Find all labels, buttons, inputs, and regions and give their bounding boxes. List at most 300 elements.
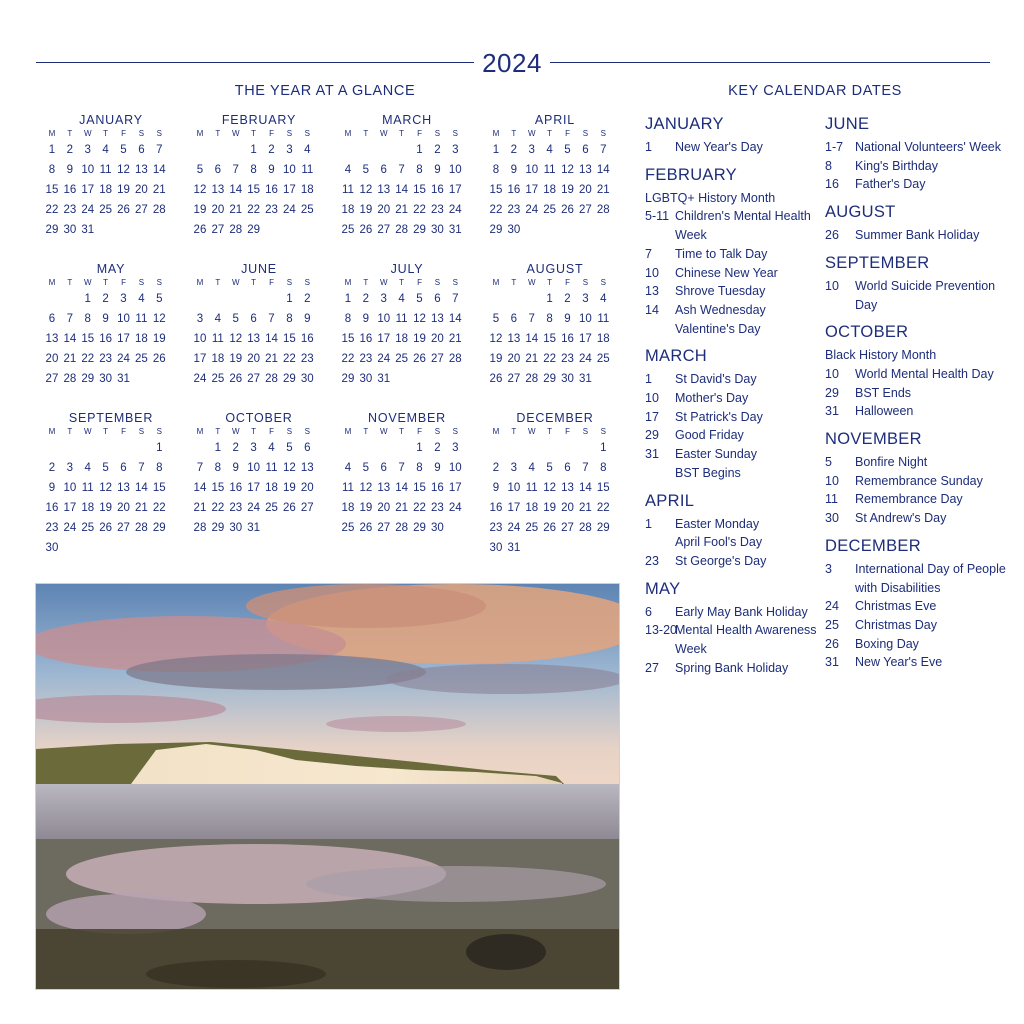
day-cell: 27 <box>377 224 391 236</box>
day-cell: 3 <box>582 293 589 305</box>
day-cell: 29 <box>489 224 503 236</box>
day-cell: 2 <box>48 462 56 474</box>
key-date-day: 1-7 <box>825 140 844 154</box>
blank-day-cell <box>523 438 541 458</box>
blank-day-cell <box>263 289 281 309</box>
day-cell: 2 <box>66 144 74 156</box>
day-cell: 5 <box>286 442 293 454</box>
day-cell: 12 <box>359 482 373 494</box>
day-cell: 14 <box>265 333 278 345</box>
blank-day-cell <box>97 438 115 458</box>
mini-calendar-may <box>40 261 174 389</box>
day-cell: 15 <box>413 184 426 196</box>
day-cell: 18 <box>81 502 95 514</box>
header-rule-left <box>36 62 474 63</box>
day-cell: 5 <box>362 164 370 176</box>
key-date-day: 1 <box>645 140 652 154</box>
mini-calendar-september <box>40 410 174 558</box>
day-cell: 6 <box>214 164 222 176</box>
day-cell: 27 <box>135 204 148 216</box>
day-cell: 19 <box>359 502 373 514</box>
day-cell: 29 <box>211 522 225 534</box>
day-cell: 2 <box>304 293 311 305</box>
key-date-event: Summer Bank Holiday <box>855 228 980 243</box>
day-cell: 31 <box>117 373 130 385</box>
day-cell: 6 <box>564 462 571 474</box>
key-date-day: 27 <box>645 660 659 675</box>
day-cell: 7 <box>138 462 145 474</box>
day-cell: 20 <box>247 353 261 365</box>
key-date-event: St Andrew's Day <box>855 511 947 526</box>
day-cell: 15 <box>341 333 355 345</box>
weekday-heading: T <box>67 427 73 436</box>
weekday-heading: W <box>379 129 388 138</box>
weekday-heading: F <box>417 278 422 287</box>
key-date-day: 29 <box>825 385 839 400</box>
day-cell: 16 <box>265 184 278 196</box>
day-cell: 22 <box>543 353 557 365</box>
day-cell: 19 <box>413 333 426 345</box>
key-date-row <box>825 402 1015 421</box>
day-cell: 25 <box>211 373 225 385</box>
key-date-day: 7 <box>645 246 652 261</box>
day-cell: 29 <box>81 373 95 385</box>
day-cell: 23 <box>507 204 521 216</box>
key-date-day: 26 <box>825 228 839 243</box>
day-cell: 27 <box>579 204 592 216</box>
day-cell: 23 <box>431 204 444 216</box>
day-cell: 28 <box>135 522 148 534</box>
blank-day-cell <box>339 140 357 160</box>
day-cell: 24 <box>117 353 130 365</box>
day-cell: 28 <box>63 373 77 385</box>
day-cell: 25 <box>300 204 314 216</box>
day-cell: 3 <box>196 313 204 325</box>
day-cell: 17 <box>579 333 592 345</box>
day-cell: 11 <box>341 482 354 494</box>
day-cell: 10 <box>507 482 521 494</box>
day-cell: 25 <box>341 224 355 236</box>
day-cell: 26 <box>359 224 373 236</box>
day-cell: 28 <box>395 224 409 236</box>
day-cell: 24 <box>283 204 296 216</box>
day-cell: 10 <box>81 164 95 176</box>
weekday-heading: S <box>138 278 145 287</box>
day-cell: 9 <box>492 482 500 494</box>
day-cell: 15 <box>489 184 503 196</box>
day-cell: 25 <box>265 502 278 514</box>
weekday-heading: W <box>527 129 536 138</box>
day-cell: 19 <box>229 353 243 365</box>
day-cell: 30 <box>99 373 113 385</box>
day-cell: 22 <box>413 502 426 514</box>
weekday-heading: S <box>286 278 293 287</box>
mini-calendar-december <box>484 410 618 558</box>
day-cell: 26 <box>283 502 296 514</box>
day-cell: 25 <box>81 522 95 534</box>
day-cell: 20 <box>431 333 444 345</box>
day-cell: 16 <box>63 184 77 196</box>
day-cell: 22 <box>152 502 166 514</box>
key-date-row <box>645 464 823 483</box>
day-cell: 2 <box>564 293 571 305</box>
key-date-day: 3 <box>825 561 832 576</box>
day-cell: 11 <box>525 482 538 494</box>
key-date-row <box>645 245 823 264</box>
key-date-event: Ash Wednesday <box>675 302 766 317</box>
day-cell: 1 <box>600 442 607 454</box>
day-cell: 21 <box>63 353 77 365</box>
day-cell: 31 <box>247 522 261 534</box>
day-cell: 24 <box>507 522 521 534</box>
weekday-heading: S <box>452 129 458 138</box>
day-cell: 1 <box>344 293 352 305</box>
blank-day-cell <box>559 438 577 458</box>
weekday-heading: S <box>434 129 441 138</box>
day-cell: 30 <box>507 224 521 236</box>
day-cell: 7 <box>398 164 405 176</box>
day-cell: 22 <box>283 353 296 365</box>
key-date-event: Mother's Day <box>675 391 749 406</box>
day-cell: 5 <box>546 462 553 474</box>
mini-calendar-july <box>336 261 470 389</box>
month-days-grid <box>339 277 470 389</box>
day-cell: 19 <box>117 184 130 196</box>
day-cell: 28 <box>596 204 610 216</box>
day-cell: 15 <box>211 482 225 494</box>
day-cell: 9 <box>102 313 109 325</box>
day-cell: 9 <box>232 462 239 474</box>
mini-calendar-august <box>484 261 618 389</box>
weekday-heading: F <box>565 278 570 287</box>
weekday-heading: M <box>492 129 500 138</box>
key-date-event: International Day of People with Disabilities <box>855 561 1006 595</box>
weekday-heading: W <box>379 427 388 436</box>
blank-day-cell <box>227 289 245 309</box>
day-cell: 19 <box>152 333 166 345</box>
key-date-day: 13 <box>645 284 659 299</box>
blank-day-cell <box>245 289 263 309</box>
day-cell: 10 <box>283 164 296 176</box>
day-cell: 14 <box>135 482 148 494</box>
day-cell: 29 <box>596 522 610 534</box>
day-cell: 24 <box>579 353 592 365</box>
day-cell: 24 <box>81 204 95 216</box>
day-cell: 30 <box>431 522 444 534</box>
month-days-grid <box>191 277 322 389</box>
day-cell: 28 <box>448 353 462 365</box>
day-cell: 22 <box>489 204 503 216</box>
day-cell: 1 <box>492 144 500 156</box>
calendar-header <box>36 46 990 80</box>
day-cell: 22 <box>341 353 355 365</box>
month-days-grid <box>43 277 174 389</box>
weekday-heading: M <box>344 278 352 287</box>
day-cell: 8 <box>156 462 163 474</box>
day-cell: 16 <box>507 184 521 196</box>
day-cell: 15 <box>45 184 59 196</box>
day-cell: 7 <box>232 164 239 176</box>
day-cell: 28 <box>525 373 539 385</box>
day-cell: 25 <box>99 204 113 216</box>
month-name: AUGUST <box>526 262 584 276</box>
weekday-heading: S <box>434 427 441 436</box>
day-cell: 24 <box>448 502 462 514</box>
weekday-heading: F <box>417 129 422 138</box>
key-date-event: Remembrance Day <box>855 492 963 507</box>
day-cell: 14 <box>525 333 539 345</box>
day-cell: 17 <box>448 482 462 494</box>
day-cell: 30 <box>561 373 574 385</box>
blank-day-cell <box>61 438 79 458</box>
day-cell: 14 <box>448 313 462 325</box>
day-cell: 29 <box>283 373 296 385</box>
day-cell: 15 <box>81 333 95 345</box>
day-cell: 30 <box>489 542 503 554</box>
header-rule-right <box>550 62 990 63</box>
weekday-heading: M <box>492 278 500 287</box>
day-cell: 6 <box>48 313 56 325</box>
weekday-heading: T <box>511 129 517 138</box>
day-cell: 12 <box>193 184 207 196</box>
day-cell: 27 <box>507 373 521 385</box>
month-name: OCTOBER <box>225 411 293 425</box>
key-date-event: Remembrance Sunday <box>855 473 983 488</box>
day-cell: 29 <box>152 522 166 534</box>
weekday-heading: T <box>67 278 73 287</box>
weekday-heading: T <box>511 427 517 436</box>
day-cell: 8 <box>214 462 222 474</box>
day-cell: 9 <box>362 313 370 325</box>
day-cell: 11 <box>211 333 224 345</box>
key-date-event: BST Begins <box>675 465 741 480</box>
day-cell: 20 <box>377 204 391 216</box>
day-cell: 22 <box>247 204 261 216</box>
weekday-heading: W <box>231 278 240 287</box>
day-cell: 1 <box>84 293 91 305</box>
day-cell: 3 <box>84 144 91 156</box>
weekday-heading: T <box>215 278 221 287</box>
day-cell: 6 <box>510 313 518 325</box>
blank-day-cell <box>227 140 245 160</box>
blank-day-cell <box>505 289 523 309</box>
key-date-day: 11 <box>825 492 838 507</box>
key-month-heading: FEBRUARY <box>645 165 737 184</box>
day-cell: 27 <box>300 502 314 514</box>
day-cell: 16 <box>561 333 574 345</box>
key-date-row <box>825 616 1015 635</box>
key-date-day: 30 <box>825 511 839 526</box>
day-cell: 2 <box>268 144 275 156</box>
weekday-heading: S <box>286 129 293 138</box>
day-cell: 17 <box>247 482 261 494</box>
key-date-event: Time to Talk Day <box>675 246 768 261</box>
day-cell: 12 <box>543 482 557 494</box>
key-date-day: 31 <box>645 447 659 462</box>
day-cell: 18 <box>300 184 314 196</box>
day-cell: 11 <box>265 462 278 474</box>
key-date-event: Valentine's Day <box>675 321 761 336</box>
weekday-heading: S <box>138 427 145 436</box>
day-cell: 22 <box>211 502 225 514</box>
day-cell: 17 <box>377 333 391 345</box>
day-cell: 19 <box>489 353 503 365</box>
day-cell: 1 <box>156 442 163 454</box>
day-cell: 31 <box>448 224 462 236</box>
key-date-day: 8 <box>825 158 832 173</box>
day-cell: 13 <box>117 482 130 494</box>
key-date-event: St David's Day <box>675 372 757 387</box>
day-cell: 4 <box>84 462 91 474</box>
month-days-grid <box>191 426 322 538</box>
day-cell: 12 <box>359 184 373 196</box>
day-cell: 26 <box>99 522 113 534</box>
day-cell: 25 <box>543 204 557 216</box>
day-cell: 10 <box>377 313 391 325</box>
day-cell: 29 <box>413 224 426 236</box>
day-cell: 18 <box>99 184 113 196</box>
day-cell: 23 <box>229 502 243 514</box>
day-cell: 31 <box>81 224 95 236</box>
day-cell: 7 <box>156 144 163 156</box>
key-date-row <box>825 635 1015 654</box>
day-cell: 18 <box>525 502 539 514</box>
key-date-row <box>825 157 1015 176</box>
weekday-heading: W <box>379 278 388 287</box>
day-cell: 13 <box>45 333 59 345</box>
key-date-event: Children's Mental Health Week <box>675 209 811 243</box>
key-date-row <box>825 597 1015 616</box>
day-cell: 4 <box>214 313 222 325</box>
day-cell: 28 <box>229 224 243 236</box>
month-name: MAY <box>96 262 126 276</box>
weekday-heading: W <box>231 427 240 436</box>
day-cell: 1 <box>546 293 553 305</box>
day-cell: 30 <box>229 522 243 534</box>
day-cell: 2 <box>102 293 109 305</box>
day-cell: 24 <box>247 502 261 514</box>
key-calendar-dates-title: KEY CALENDAR DATES <box>728 83 902 99</box>
key-date-event: National Volunteers' Week <box>855 140 1001 154</box>
weekday-heading: M <box>196 129 204 138</box>
day-cell: 27 <box>211 224 225 236</box>
day-cell: 12 <box>413 313 426 325</box>
key-date-row <box>825 175 1015 194</box>
weekday-heading: F <box>565 129 570 138</box>
month-name: MARCH <box>382 113 432 127</box>
day-cell: 4 <box>268 442 275 454</box>
weekday-heading: S <box>452 427 458 436</box>
key-date-row <box>645 264 823 283</box>
key-date-event: Spring Bank Holiday <box>675 660 789 675</box>
weekday-heading: T <box>399 278 405 287</box>
key-month-heading: APRIL <box>645 491 695 510</box>
day-cell: 12 <box>229 333 243 345</box>
day-cell: 23 <box>431 502 444 514</box>
day-cell: 9 <box>434 164 441 176</box>
day-cell: 12 <box>99 482 113 494</box>
weekday-heading: S <box>600 427 606 436</box>
day-cell: 8 <box>84 313 91 325</box>
day-cell: 26 <box>413 353 426 365</box>
day-cell: 11 <box>597 313 610 325</box>
day-cell: 17 <box>193 353 207 365</box>
day-cell: 5 <box>492 313 500 325</box>
weekday-heading: S <box>156 427 162 436</box>
day-cell: 7 <box>600 144 607 156</box>
day-cell: 14 <box>395 482 409 494</box>
key-date-day: 26 <box>825 636 839 651</box>
weekday-heading: S <box>304 278 310 287</box>
day-cell: 18 <box>135 333 148 345</box>
day-cell: 30 <box>45 542 59 554</box>
blank-day-cell <box>191 289 209 309</box>
day-cell: 2 <box>434 442 441 454</box>
day-cell: 1 <box>250 144 257 156</box>
day-cell: 12 <box>117 164 130 176</box>
day-cell: 9 <box>268 164 275 176</box>
day-cell: 26 <box>561 204 574 216</box>
month-name: FEBRUARY <box>221 113 297 127</box>
blank-day-cell <box>393 140 411 160</box>
day-cell: 8 <box>344 313 352 325</box>
day-cell: 6 <box>380 164 387 176</box>
day-cell: 27 <box>431 353 444 365</box>
day-cell: 1 <box>286 293 293 305</box>
blank-day-cell <box>487 289 505 309</box>
day-cell: 10 <box>117 313 130 325</box>
day-cell: 5 <box>196 164 204 176</box>
day-cell: 17 <box>283 184 296 196</box>
key-date-row <box>825 138 1015 157</box>
key-date-event: Christmas Eve <box>855 599 937 614</box>
key-date-event: World Suicide Prevention Day <box>855 278 996 312</box>
key-date-row <box>825 490 1015 509</box>
day-cell: 21 <box>525 353 539 365</box>
day-cell: 26 <box>229 373 243 385</box>
month-observance-note: LGBTQ+ History Month <box>645 190 776 205</box>
mini-calendar-november <box>336 410 470 538</box>
key-date-row <box>645 445 823 464</box>
weekday-heading: S <box>304 129 310 138</box>
weekday-heading: M <box>48 278 56 287</box>
key-date-day: 10 <box>825 278 839 293</box>
day-cell: 28 <box>265 373 278 385</box>
day-cell: 13 <box>377 482 391 494</box>
day-cell: 3 <box>250 442 257 454</box>
day-cell: 3 <box>528 144 535 156</box>
day-cell: 27 <box>45 373 59 385</box>
weekday-heading: S <box>452 278 458 287</box>
day-cell: 4 <box>304 144 311 156</box>
day-cell: 3 <box>510 462 518 474</box>
day-cell: 21 <box>395 502 409 514</box>
key-date-event: Chinese New Year <box>675 265 778 280</box>
key-date-event: Bonfire Night <box>855 455 928 470</box>
day-cell: 29 <box>341 373 355 385</box>
weekday-heading: T <box>399 427 405 436</box>
key-date-event: Shrove Tuesday <box>675 284 766 299</box>
day-cell: 24 <box>525 204 539 216</box>
key-date-event: Easter Monday <box>675 516 760 531</box>
day-cell: 20 <box>377 502 391 514</box>
day-cell: 7 <box>268 313 275 325</box>
day-cell: 23 <box>265 204 278 216</box>
day-cell: 31 <box>377 373 391 385</box>
day-cell: 16 <box>45 502 59 514</box>
day-cell: 21 <box>395 204 409 216</box>
key-date-event: April Fool's Day <box>675 535 763 550</box>
